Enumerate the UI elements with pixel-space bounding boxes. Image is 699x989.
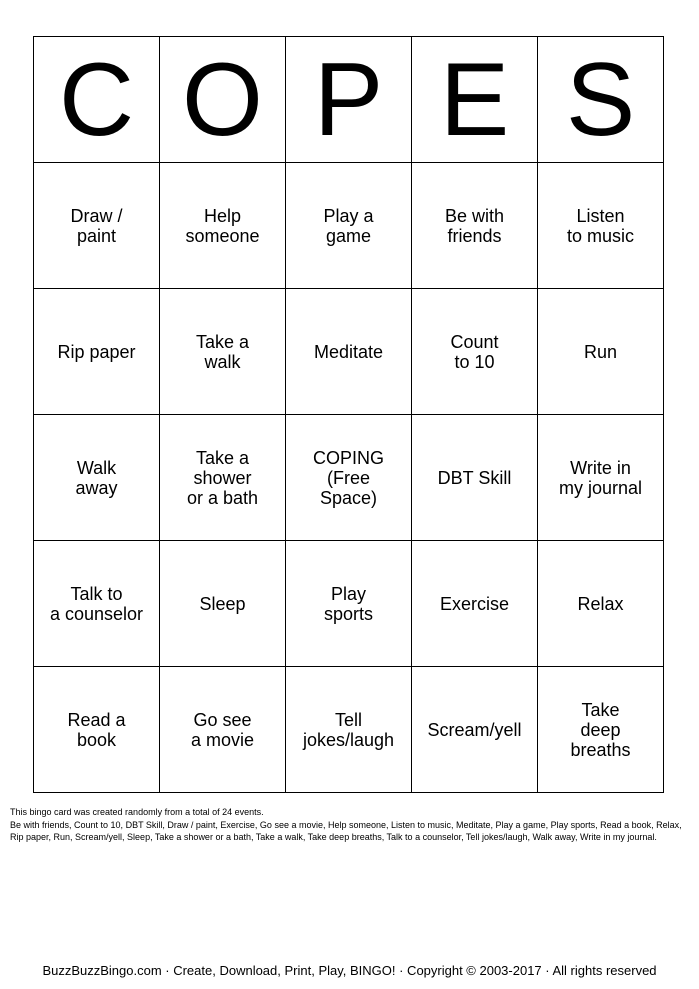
bingo-card bbox=[33, 36, 664, 793]
bingo-cell: Rip paper bbox=[34, 289, 160, 415]
card-notes bbox=[10, 806, 690, 844]
bingo-cell: Relax bbox=[538, 541, 664, 667]
bingo-cell: Write in my journal bbox=[538, 415, 664, 541]
bingo-cell: DBT Skill bbox=[412, 415, 538, 541]
header-row bbox=[34, 37, 664, 163]
bingo-cell: Go see a movie bbox=[160, 667, 286, 793]
header-letter: E bbox=[412, 37, 538, 163]
bingo-cell: Be with friends bbox=[412, 163, 538, 289]
notes-event-list: Be with friends, Count to 10, DBT Skill, Draw / paint, Exercise, Go see a movie, Help someone, Listen to music, Meditate, Play a game, Play sports, Read a book, Relax, Rip paper, Run, Scream/yell, Sleep, Take a shower or a bath, Take a walk, Take deep breaths, Talk to a counselor, Tell jokes/laugh, Walk away, Write in my journal. bbox=[10, 819, 682, 842]
card-row bbox=[34, 667, 664, 793]
bingo-cell: Exercise bbox=[412, 541, 538, 667]
bingo-cell: Count to 10 bbox=[412, 289, 538, 415]
bingo-cell: Run bbox=[538, 289, 664, 415]
bingo-cell: Take a shower or a bath bbox=[160, 415, 286, 541]
bingo-cell: Take deep breaths bbox=[538, 667, 664, 793]
header-letter: S bbox=[538, 37, 664, 163]
notes-summary: This bingo card was created randomly from a total of 24 events. bbox=[10, 807, 264, 817]
page-footer: BuzzBuzzBingo.com · Create, Download, Print, Play, BINGO! · Copyright © 2003-2017 · All rights reserved bbox=[42, 963, 657, 978]
bingo-cell: Scream/yell bbox=[412, 667, 538, 793]
bingo-cell: Talk to a counselor bbox=[34, 541, 160, 667]
header-letter: C bbox=[34, 37, 160, 163]
bingo-cell: Tell jokes/laugh bbox=[286, 667, 412, 793]
bingo-cell: Read a book bbox=[34, 667, 160, 793]
header-letter: O bbox=[160, 37, 286, 163]
card-row bbox=[34, 541, 664, 667]
card-row bbox=[34, 289, 664, 415]
card-row bbox=[34, 163, 664, 289]
card-row bbox=[34, 415, 664, 541]
bingo-cell: Draw / paint bbox=[34, 163, 160, 289]
bingo-cell: Meditate bbox=[286, 289, 412, 415]
bingo-cell: Sleep bbox=[160, 541, 286, 667]
bingo-cell: Play a game bbox=[286, 163, 412, 289]
bingo-cell: Listen to music bbox=[538, 163, 664, 289]
header-letter: P bbox=[286, 37, 412, 163]
bingo-cell: Help someone bbox=[160, 163, 286, 289]
bingo-cell: Take a walk bbox=[160, 289, 286, 415]
free-space-cell: COPING (Free Space) bbox=[286, 415, 412, 541]
bingo-cell: Walk away bbox=[34, 415, 160, 541]
bingo-cell: Play sports bbox=[286, 541, 412, 667]
